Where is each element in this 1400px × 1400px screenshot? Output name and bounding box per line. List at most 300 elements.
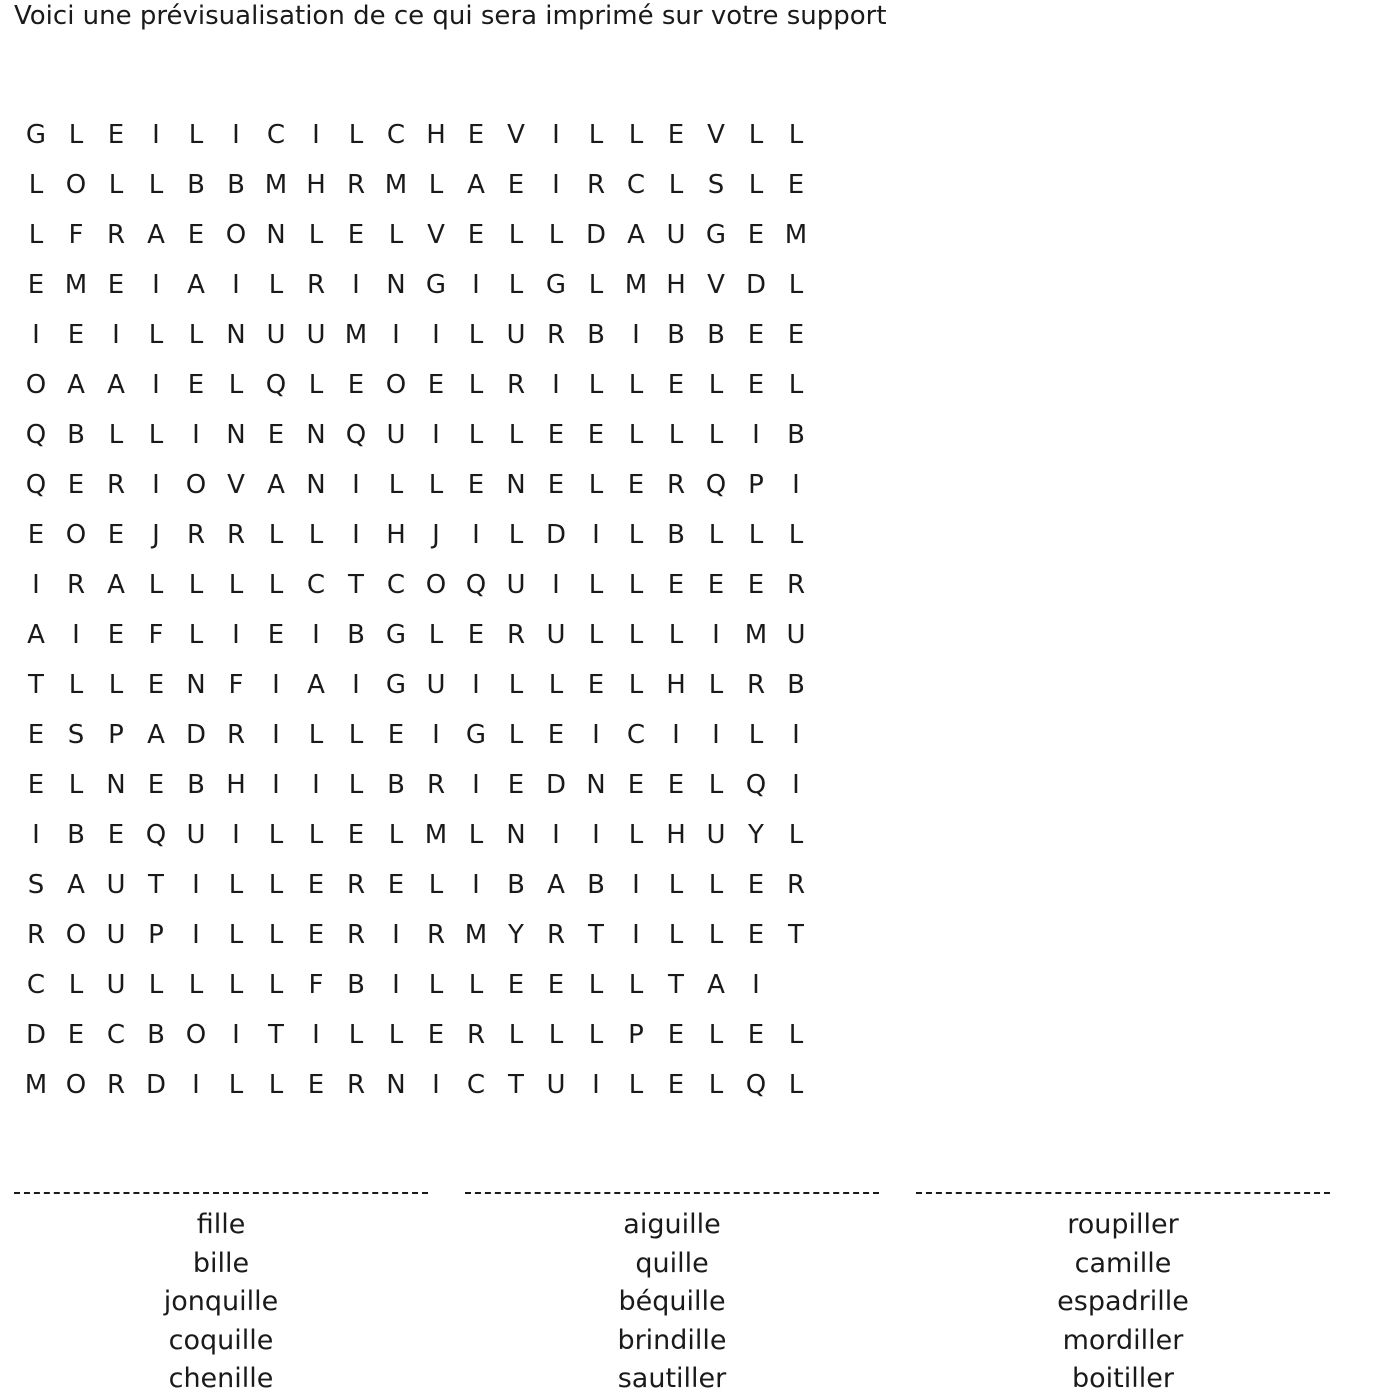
grid-letter: L (68, 670, 84, 700)
grid-letter: L (308, 220, 324, 250)
grid-letter: E (507, 970, 525, 1000)
grid-letter: E (747, 320, 765, 350)
grid-letter: E (747, 220, 765, 250)
grid-letter: L (68, 770, 84, 800)
grid-letter: L (668, 420, 684, 450)
grid-letter: I (32, 320, 40, 350)
grid-letter: T (268, 1020, 284, 1050)
grid-letter: L (108, 670, 124, 700)
grid-letter: L (188, 320, 204, 350)
grid-letter: E (747, 370, 765, 400)
grid-letter: E (587, 420, 605, 450)
grid-letter: A (107, 570, 125, 600)
grid-letter: L (388, 470, 404, 500)
grid-letter: U (506, 570, 526, 600)
grid-letter: H (386, 520, 406, 550)
grid-letter: M (24, 1070, 48, 1100)
grid-letter: P (148, 920, 164, 950)
grid-letter: I (392, 920, 400, 950)
grid-letter: L (708, 670, 724, 700)
grid-letter: U (106, 920, 126, 950)
grid-letter: I (352, 270, 360, 300)
grid-letter: O (185, 470, 207, 500)
grid-letter: E (107, 270, 125, 300)
grid-letter: U (186, 820, 206, 850)
grid-letter: U (386, 420, 406, 450)
grid-letter: C (626, 720, 646, 750)
grid-letter: L (708, 520, 724, 550)
grid-letter: M (384, 170, 408, 200)
grid-letter: I (472, 270, 480, 300)
grid-letter: E (787, 170, 805, 200)
grid-letter: L (628, 970, 644, 1000)
grid-letter: D (745, 270, 767, 300)
grid-letter: L (188, 120, 204, 150)
grid-letter: E (507, 770, 525, 800)
grid-letter: L (708, 370, 724, 400)
grid-letter: R (26, 920, 46, 950)
grid-letter: L (588, 370, 604, 400)
grid-letter: L (268, 570, 284, 600)
grid-letter: L (508, 670, 524, 700)
grid-letter: R (786, 870, 806, 900)
grid-letter: L (588, 970, 604, 1000)
grid-letter: Q (705, 470, 727, 500)
grid-letter: L (628, 670, 644, 700)
grid-letter: L (788, 820, 804, 850)
grid-letter: O (65, 920, 87, 950)
dashed-divider (916, 1192, 1330, 1194)
grid-letter: L (668, 620, 684, 650)
grid-letter: I (32, 570, 40, 600)
grid-letter: L (588, 1020, 604, 1050)
grid-letter: I (192, 870, 200, 900)
grid-letter: A (147, 220, 165, 250)
grid-letter: E (107, 120, 125, 150)
grid-letter: B (707, 320, 725, 350)
grid-letter: E (627, 470, 645, 500)
grid-letter: L (428, 870, 444, 900)
grid-letter: E (307, 870, 325, 900)
grid-letter: L (628, 820, 644, 850)
grid-letter: B (507, 870, 525, 900)
grid-letter: I (152, 470, 160, 500)
grid-letter: E (547, 970, 565, 1000)
grid-letter: L (628, 1070, 644, 1100)
grid-letter: R (586, 170, 606, 200)
grid-letter: T (28, 670, 44, 700)
grid-letter: I (432, 420, 440, 450)
word-list-item: jonquille (163, 1286, 279, 1317)
grid-letter: P (628, 1020, 644, 1050)
grid-letter: D (545, 770, 567, 800)
grid-letter: L (28, 220, 44, 250)
grid-letter: L (428, 470, 444, 500)
grid-letter: E (27, 770, 45, 800)
grid-letter: H (666, 270, 686, 300)
grid-letter: L (748, 720, 764, 750)
grid-letter: L (668, 870, 684, 900)
grid-letter: L (268, 270, 284, 300)
grid-letter: R (346, 1070, 366, 1100)
grid-letter: E (467, 120, 485, 150)
grid-letter: U (106, 970, 126, 1000)
grid-row (16, 710, 816, 760)
grid-letter: G (385, 670, 407, 700)
grid-letter: I (312, 620, 320, 650)
word-list-item: sautiller (617, 1363, 727, 1394)
grid-letter: L (228, 370, 244, 400)
word-list-item: bille (192, 1247, 250, 1279)
grid-letter: E (747, 920, 765, 950)
grid-letter: Q (25, 420, 47, 450)
grid-letter: L (788, 120, 804, 150)
grid-letter: V (507, 120, 525, 150)
grid-letter: R (226, 520, 246, 550)
grid-letter: L (708, 420, 724, 450)
grid-letter: I (592, 520, 600, 550)
grid-letter: L (268, 520, 284, 550)
grid-letter: M (64, 270, 88, 300)
grid-letter: B (667, 520, 685, 550)
grid-letter: A (107, 370, 125, 400)
grid-letter: V (227, 470, 245, 500)
word-list-item: espadrille (1057, 1286, 1189, 1317)
grid-letter: I (152, 270, 160, 300)
grid-letter: L (588, 470, 604, 500)
grid-letter: E (107, 520, 125, 550)
grid-letter: I (632, 920, 640, 950)
grid-letter: I (272, 670, 280, 700)
grid-letter: O (65, 170, 87, 200)
grid-letter: I (392, 320, 400, 350)
grid-letter: E (467, 220, 485, 250)
grid-letter: G (705, 220, 727, 250)
grid-letter: D (585, 220, 607, 250)
grid-letter: I (232, 620, 240, 650)
grid-letter: L (148, 570, 164, 600)
grid-letter: L (628, 520, 644, 550)
grid-letter: I (272, 770, 280, 800)
grid-letter: L (348, 770, 364, 800)
grid-letter: I (552, 170, 560, 200)
word-list (465, 1206, 879, 1399)
grid-letter: L (668, 920, 684, 950)
word-list-item: brindille (617, 1324, 727, 1356)
grid-letter: M (344, 320, 368, 350)
grid-letter: L (268, 820, 284, 850)
grid-letter: R (106, 220, 126, 250)
grid-letter: L (268, 920, 284, 950)
grid-letter: N (106, 770, 126, 800)
grid-letter: H (666, 820, 686, 850)
grid-row (16, 460, 816, 510)
grid-letter: L (348, 120, 364, 150)
grid-letter: I (552, 120, 560, 150)
grid-letter: V (707, 270, 725, 300)
grid-letter: D (25, 1020, 47, 1050)
grid-letter: I (552, 820, 560, 850)
grid-letter: N (226, 420, 246, 450)
grid-letter: B (387, 770, 405, 800)
word-list-column-3 (916, 1180, 1330, 1399)
grid-letter: M (744, 620, 768, 650)
grid-letter: G (465, 720, 487, 750)
grid-letter: A (147, 720, 165, 750)
grid-letter: I (72, 620, 80, 650)
grid-letter: O (65, 520, 87, 550)
grid-letter: Q (345, 420, 367, 450)
grid-letter: E (667, 1020, 685, 1050)
grid-letter: I (672, 720, 680, 750)
grid-letter: S (707, 170, 725, 200)
grid-letter: E (387, 720, 405, 750)
grid-letter: Q (265, 370, 287, 400)
grid-letter: H (666, 670, 686, 700)
grid-letter: I (192, 1070, 200, 1100)
dashed-divider (465, 1192, 879, 1194)
grid-letter: E (27, 720, 45, 750)
grid-letter: E (67, 320, 85, 350)
grid-letter: A (27, 620, 45, 650)
grid-letter: E (187, 370, 205, 400)
grid-letter: L (628, 620, 644, 650)
grid-letter: O (385, 370, 407, 400)
grid-letter: L (508, 1020, 524, 1050)
grid-letter: L (708, 920, 724, 950)
grid-letter: P (108, 720, 124, 750)
grid-letter: L (588, 570, 604, 600)
grid-letter: I (432, 1070, 440, 1100)
grid-letter: R (546, 320, 566, 350)
grid-letter: L (228, 970, 244, 1000)
grid-letter: C (26, 970, 46, 1000)
grid-letter: O (65, 1070, 87, 1100)
grid-letter: I (232, 820, 240, 850)
grid-letter: L (508, 220, 524, 250)
grid-letter: M (464, 920, 488, 950)
grid-letter: L (228, 1070, 244, 1100)
grid-letter: N (586, 770, 606, 800)
grid-letter: E (747, 1020, 765, 1050)
grid-letter: R (546, 920, 566, 950)
grid-letter: L (588, 270, 604, 300)
grid-letter: B (347, 970, 365, 1000)
grid-letter: B (147, 1020, 165, 1050)
grid-letter: N (226, 320, 246, 350)
grid-letter: R (106, 1070, 126, 1100)
grid-letter: E (667, 120, 685, 150)
grid-letter: L (228, 570, 244, 600)
grid-letter: Q (745, 1070, 767, 1100)
grid-row (16, 1010, 816, 1060)
grid-letter: L (548, 220, 564, 250)
grid-letter: Q (25, 470, 47, 500)
grid-row (16, 260, 816, 310)
grid-letter: R (306, 270, 326, 300)
grid-letter: A (187, 270, 205, 300)
grid-letter: A (267, 470, 285, 500)
grid-letter: I (632, 870, 640, 900)
grid-letter: R (186, 520, 206, 550)
grid-letter: G (385, 620, 407, 650)
grid-letter: F (148, 620, 164, 650)
grid-letter: I (32, 820, 40, 850)
grid-letter: L (788, 1020, 804, 1050)
grid-letter: E (427, 1020, 445, 1050)
grid-letter: I (592, 720, 600, 750)
grid-letter: O (25, 370, 47, 400)
grid-letter: B (587, 870, 605, 900)
grid-letter: E (107, 620, 125, 650)
grid-letter: L (628, 120, 644, 150)
grid-letter: E (747, 870, 765, 900)
grid-letter: N (186, 670, 206, 700)
grid-letter: L (188, 970, 204, 1000)
grid-row (16, 410, 816, 460)
grid-letter: U (546, 1070, 566, 1100)
grid-row (16, 660, 816, 710)
grid-letter: O (185, 1020, 207, 1050)
grid-letter: I (352, 470, 360, 500)
grid-letter: A (547, 870, 565, 900)
word-list (14, 1206, 428, 1399)
grid-letter: R (466, 1020, 486, 1050)
grid-letter: L (788, 1070, 804, 1100)
grid-letter: U (706, 820, 726, 850)
grid-row (16, 610, 816, 660)
word-list-item: camille (1074, 1247, 1172, 1279)
grid-letter: S (27, 870, 45, 900)
grid-letter: T (148, 870, 164, 900)
grid-letter: I (632, 320, 640, 350)
grid-letter: U (426, 670, 446, 700)
grid-letter: L (788, 370, 804, 400)
grid-letter: L (148, 970, 164, 1000)
grid-letter: L (508, 270, 524, 300)
grid-letter: L (308, 720, 324, 750)
grid-letter: I (472, 770, 480, 800)
word-list-item: béquille (618, 1286, 726, 1317)
grid-letter: L (148, 320, 164, 350)
grid-letter: R (226, 720, 246, 750)
grid-letter: V (427, 220, 445, 250)
grid-letter: L (628, 370, 644, 400)
grid-letter: T (348, 570, 364, 600)
grid-letter: J (432, 520, 440, 550)
grid-letter: C (466, 1070, 486, 1100)
grid-letter: B (67, 820, 85, 850)
grid-letter: C (266, 120, 286, 150)
grid-letter: I (192, 420, 200, 450)
grid-letter: L (708, 770, 724, 800)
grid-letter: E (707, 570, 725, 600)
grid-letter: L (68, 120, 84, 150)
grid-letter: Y (508, 920, 524, 950)
grid-letter: I (472, 520, 480, 550)
grid-letter: L (348, 1020, 364, 1050)
grid-letter: L (388, 820, 404, 850)
grid-letter: I (152, 120, 160, 150)
grid-letter: U (666, 220, 686, 250)
grid-letter: V (707, 120, 725, 150)
grid-letter: L (388, 1020, 404, 1050)
grid-letter: N (506, 470, 526, 500)
grid-letter: L (428, 970, 444, 1000)
grid-letter: L (68, 970, 84, 1000)
grid-letter: L (188, 570, 204, 600)
grid-letter: L (468, 420, 484, 450)
grid-letter: E (667, 770, 685, 800)
grid-letter: I (792, 720, 800, 750)
grid-letter: L (508, 420, 524, 450)
grid-letter: L (468, 970, 484, 1000)
grid-letter: R (746, 670, 766, 700)
grid-letter: R (346, 170, 366, 200)
grid-letter: C (386, 120, 406, 150)
grid-letter: G (545, 270, 567, 300)
grid-letter: I (472, 870, 480, 900)
grid-letter: L (508, 520, 524, 550)
grid-letter: T (508, 1070, 524, 1100)
grid-letter: L (508, 720, 524, 750)
grid-letter: E (67, 1020, 85, 1050)
grid-letter: I (592, 820, 600, 850)
grid-letter: L (388, 220, 404, 250)
grid-row (16, 310, 816, 360)
grid-row (16, 360, 816, 410)
grid-letter: E (347, 220, 365, 250)
grid-letter: F (308, 970, 324, 1000)
grid-letter: L (108, 420, 124, 450)
grid-row (16, 860, 816, 910)
grid-letter: E (307, 920, 325, 950)
grid-letter: F (68, 220, 84, 250)
grid-letter: I (392, 970, 400, 1000)
grid-letter: I (472, 670, 480, 700)
grid-letter: L (708, 1020, 724, 1050)
grid-letter: M (424, 820, 448, 850)
grid-letter: E (67, 470, 85, 500)
grid-letter: N (306, 470, 326, 500)
word-list-item: roupiller (1067, 1209, 1179, 1240)
grid-letter: R (426, 770, 446, 800)
grid-letter: D (185, 720, 207, 750)
grid-letter: H (426, 120, 446, 150)
grid-letter: E (27, 520, 45, 550)
grid-letter: E (507, 170, 525, 200)
grid-letter: L (228, 920, 244, 950)
grid-row (16, 110, 816, 160)
grid-letter: L (708, 1070, 724, 1100)
grid-letter: I (792, 770, 800, 800)
word-list-item: fille (196, 1209, 246, 1240)
grid-letter: E (587, 670, 605, 700)
grid-letter: J (152, 520, 160, 550)
grid-letter: N (266, 220, 286, 250)
grid-letter: L (308, 520, 324, 550)
grid-letter: C (306, 570, 326, 600)
grid-letter: E (387, 870, 405, 900)
word-list-column-1 (14, 1180, 428, 1399)
grid-letter: U (106, 870, 126, 900)
grid-letter: L (348, 720, 364, 750)
grid-letter: I (552, 570, 560, 600)
grid-letter: A (707, 970, 725, 1000)
grid-letter: A (467, 170, 485, 200)
grid-letter: N (386, 1070, 406, 1100)
grid-letter: I (352, 670, 360, 700)
